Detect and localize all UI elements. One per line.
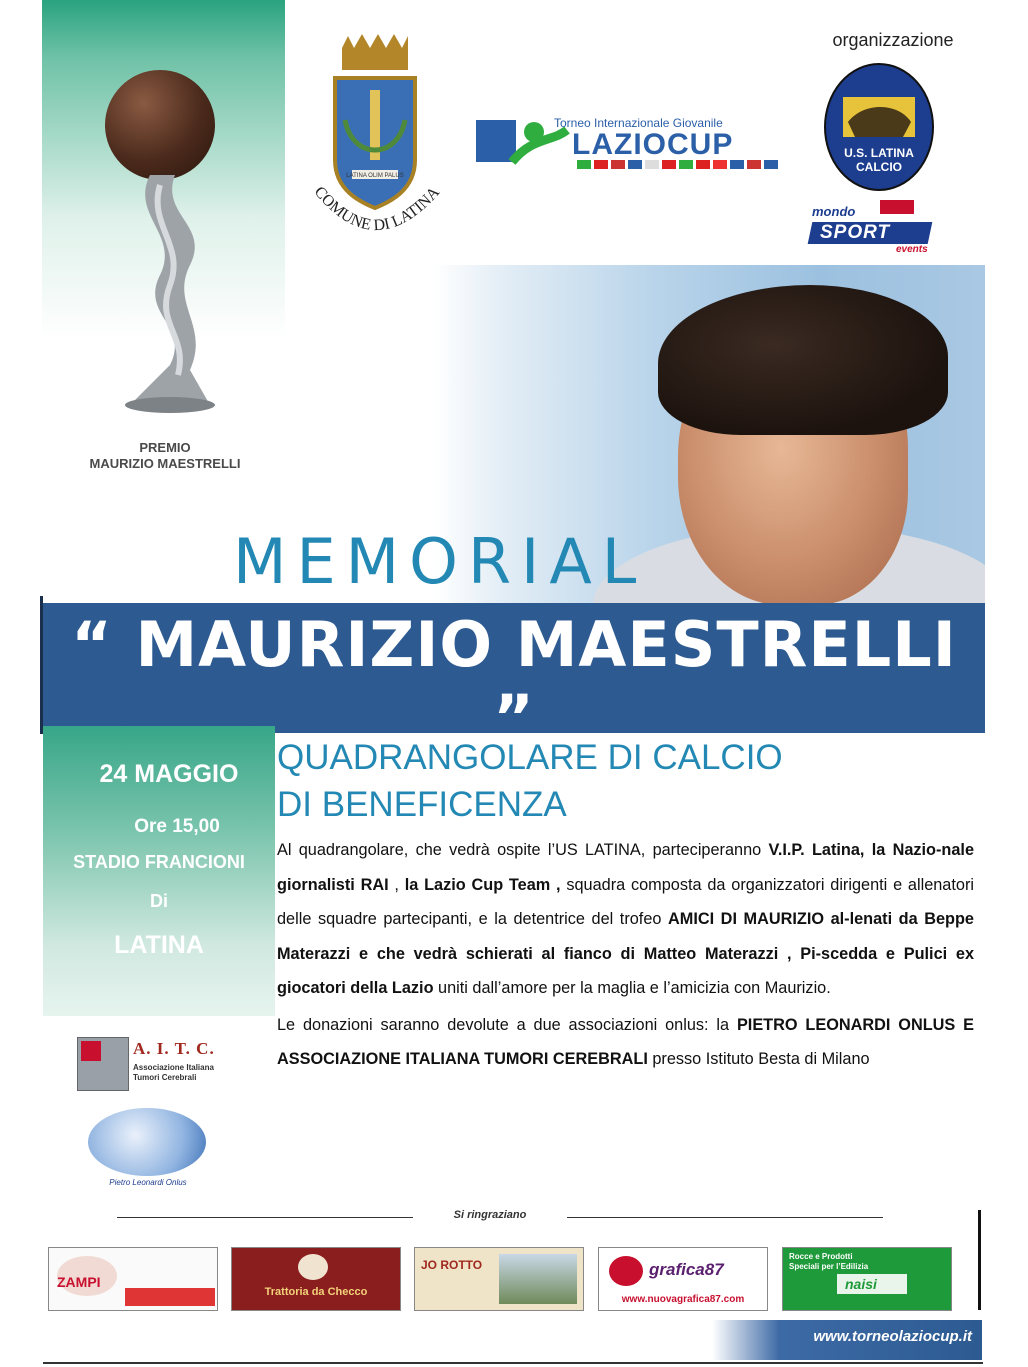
bottom-rule: [43, 1362, 983, 1364]
trophy-ball-image: [105, 70, 215, 180]
body-p2-b: PIETRO LEONARDI ONLUS E ASSOCIAZIONE ITALIANA TUMORI CEREBRALI: [277, 1015, 974, 1068]
sponsor-line: Rocce e Prodotti Speciali per l’Edilizia: [789, 1252, 869, 1271]
mondosport-line3: events: [896, 244, 928, 255]
sponsor-name: ZAMPI: [57, 1274, 101, 1290]
body-p1-c: ,: [388, 875, 405, 894]
laziocup-tagline: Torneo Internazionale Giovanile: [554, 116, 723, 130]
event-city: LATINA: [114, 931, 204, 959]
body-p1-e: squadra composta da organizzatori dirigenti e allenatori delle squadre partecipanti, e la detentrice del trofeo: [277, 875, 974, 928]
sponsor-name: grafica87: [649, 1260, 724, 1279]
trophy-statue-image: [90, 175, 240, 415]
us-latina-calcio-logo: [823, 62, 935, 192]
event-stadium: STADIO FRANCIONI: [73, 852, 245, 872]
comune-di-latina-logo: [290, 30, 460, 250]
trophy-caption: [60, 440, 270, 472]
aitc-acronym: A. I. T. C.: [133, 1039, 215, 1058]
event-info-box: [43, 726, 275, 1016]
right-rule: [978, 1210, 981, 1310]
thanks-divider-left: [117, 1217, 413, 1218]
body-paragraph-1: [277, 833, 974, 1006]
sponsor-name: naisi: [845, 1276, 877, 1292]
sponsor-zampi: [48, 1247, 218, 1311]
section-heading-line1: QUADRANGOLARE DI CALCIO: [277, 738, 783, 777]
event-di: Di: [150, 891, 168, 911]
body-p1-f: AMICI DI MAURIZIO al-lenati da Beppe Materazzi e che vedrà schierati al fianco di Matteo Materazzi , Pi-scedda e Pulici ex giocatori della Lazio: [277, 910, 974, 997]
body-p2-c: presso Istituto Besta di Milano: [647, 1050, 870, 1068]
sponsor-name: JO ROTTO: [421, 1258, 483, 1272]
sponsor-naisi: [782, 1247, 952, 1311]
latina-club-line1: U.S. LATINA: [844, 146, 914, 160]
event-time: Ore 15,00: [134, 816, 220, 837]
mondosport-line2: SPORT: [820, 222, 891, 243]
body-paragraph-2: [277, 1008, 974, 1077]
aitc-line2: Tumori Cerebrali: [133, 1073, 197, 1082]
sponsor-name: Trattoria da Checco: [264, 1286, 368, 1298]
sponsor-url: www.nuovagrafica87.com: [621, 1294, 745, 1305]
laziocup-logo: [472, 112, 797, 177]
mondosport-logo: [808, 198, 938, 258]
pietro-leonardi-onlus-logo: [88, 1108, 208, 1194]
memorial-heading: MEMORIAL: [233, 525, 647, 598]
body-p1-b: V.I.P. Latina, la Nazio-nale giornalisti RAI: [277, 841, 974, 894]
sponsor-jo-rotto: [414, 1247, 584, 1311]
event-date: 24 MAGGIO: [99, 760, 239, 788]
latina-club-line2: CALCIO: [856, 160, 902, 174]
mondosport-line1: mondo: [812, 204, 856, 219]
sponsor-grafica87: [598, 1247, 768, 1311]
thanks-divider-right: [567, 1217, 883, 1218]
aitc-line1: Associazione Italiana: [133, 1063, 214, 1072]
website-link[interactable]: www.torneolaziocup.it: [813, 1328, 972, 1345]
body-p1-a: Al quadrangolare, che vedrà ospite l’US LATINA, parteciperanno: [277, 841, 769, 859]
trophy-caption-line1: PREMIO: [139, 440, 191, 455]
aitc-logo: [77, 1037, 237, 1095]
comune-name: COMUNE DI LATINA: [310, 183, 443, 235]
leonardi-text: Pietro Leonardi Onlus: [109, 1178, 187, 1187]
body-text: [277, 833, 974, 1077]
comune-motto: LATINA OLIM PALUS: [346, 173, 404, 179]
organization-label: organizzazione: [832, 30, 954, 50]
section-heading-line2: DI BENEFICENZA: [277, 785, 567, 824]
sponsor-trattoria: [231, 1247, 401, 1311]
photo-hair: [658, 285, 948, 435]
thanks-label: Si ringraziano: [453, 1209, 527, 1221]
laziocup-name: LAZIOCUP: [572, 128, 734, 161]
memorial-title: “ MAURIZIO MAESTRELLI ”: [71, 608, 957, 754]
body-p2-a: Le donazioni saranno devolute a due associazioni onlus: la: [277, 1015, 737, 1034]
body-p1-d: la Lazio Cup Team ,: [404, 875, 561, 894]
body-p1-g: uniti dall’amore per la maglia e l’amicizia con Maurizio.: [433, 979, 831, 997]
trophy-caption-line2: MAURIZIO MAESTRELLI: [89, 456, 241, 471]
